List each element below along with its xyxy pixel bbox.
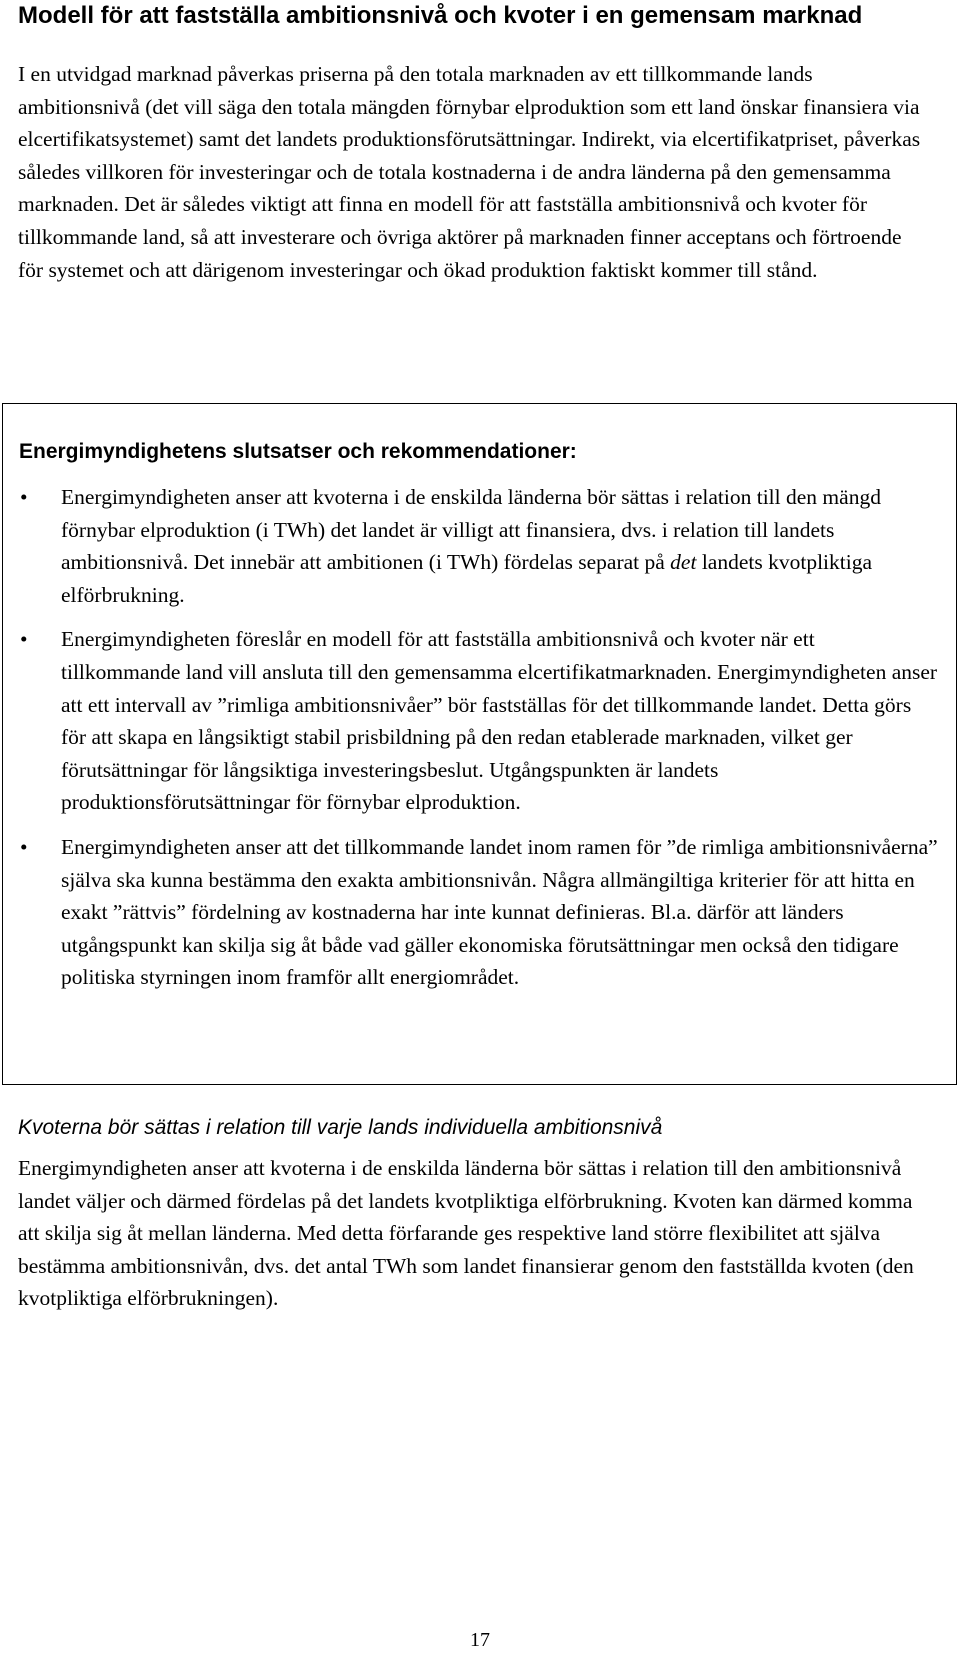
bullet-text bbox=[61, 481, 939, 611]
bullet-text-part: landets kvotpliktiga elförbrukning. bbox=[61, 550, 873, 607]
conclusions-box bbox=[2, 403, 957, 1085]
page-number: 17 bbox=[470, 1629, 490, 1651]
bullet-text-part: Energimyndigheten anser att kvoterna i de enskilda länderna bör sättas i relation till den mängd förnybar elproduktion (i TWh) det landet är villigt att finansiera, dvs. i relation till landets ambitionsnivå. Det innebär att ambitionen (i TWh) fördelas separat på bbox=[61, 485, 881, 575]
bullet-icon: • bbox=[20, 485, 28, 509]
second-paragraph: Energimyndigheten anser att kvoterna i de enskilda länderna bör sättas i relation till den ambitionsnivå landet väljer och därmed fördelas på det landets kvotpliktiga elförbrukning. Kvoten kan därmed komma att skilja sig åt mellan länderna. Med detta förfarande ges respektive land större flexibilitet att själva bestämma ambitionsnivån, dvs. det antal TWh som landet finansierar genom den fastställda kvoten (den kvotpliktiga elförbrukningen). bbox=[18, 1156, 914, 1311]
bullet-icon: • bbox=[20, 834, 28, 859]
bullet-emphasis: det bbox=[670, 550, 697, 575]
list-item bbox=[3, 481, 939, 611]
subsection-heading: Kvoterna bör sättas i relation till varje lands individuella ambitionsnivå bbox=[18, 1116, 663, 1139]
list-item bbox=[3, 623, 939, 819]
bullet-text: Energimyndigheten anser att det tillkommande landet inom ramen för ”de rimliga ambitionsnivåerna” själva ska kunna bestämma den exakta ambitionsnivån. Några allmängiltiga kriterier för att hitta en exakt ”rättvis” fördelning av kostnaderna har inte kunnat definieras. Bl.a. därför att länders utgångspunkt kan skilja sig åt både vad gäller ekonomiska förutsättningar men också den tidigare politiska styrningen inom framför allt energiområdet. bbox=[61, 834, 938, 990]
bullet-text: Energimyndigheten föreslår en modell för att fastställa ambitionsnivå och kvoter när ett tillkommande land vill ansluta till den gemensamma elcertifikatmarknaden. Energimyndigheten anser att ett intervall av ”rimliga ambitionsnivåer” bör fastställas för det tillkommande landet. Detta görs för att skapa en långsiktigt stabil prisbildning på den redan etablerade marknaden, vilket ger förutsättningar för långsiktiga investeringsbeslut. Utgångspunkten är landets produktionsförutsättningar för förnybar elproduktion. bbox=[61, 627, 938, 815]
bullet-icon: • bbox=[20, 627, 28, 652]
conclusions-list bbox=[3, 481, 943, 1006]
conclusions-heading: Energimyndighetens slutsatser och rekommendationer: bbox=[19, 440, 577, 463]
intro-paragraph: I en utvidgad marknad påverkas priserna på den totala marknaden av ett tillkommande lands ambitionsnivå (det vill säga den totala mängden förnybar elproduktion som ett land önskar finansiera via elcertifikatsystemet) samt det landets produktionsförutsättningar. Indirekt, via elcertifikatpriset, påverkas således villkoren för investeringar och de totala kostnaderna i de andra länderna på den gemensamma marknaden. Det är således viktigt att finna en modell för att fastställa ambitionsnivå och kvoter för tillkommande land, så att investerare och övriga aktörer på marknaden finner acceptans och förtroende för systemet och att därigenom investeringar och ökad produktion faktiskt kommer till stånd. bbox=[18, 62, 921, 282]
list-item bbox=[3, 831, 939, 994]
section-heading: Modell för att fastställa ambitionsnivå och kvoter i en gemensam marknad bbox=[18, 2, 863, 29]
